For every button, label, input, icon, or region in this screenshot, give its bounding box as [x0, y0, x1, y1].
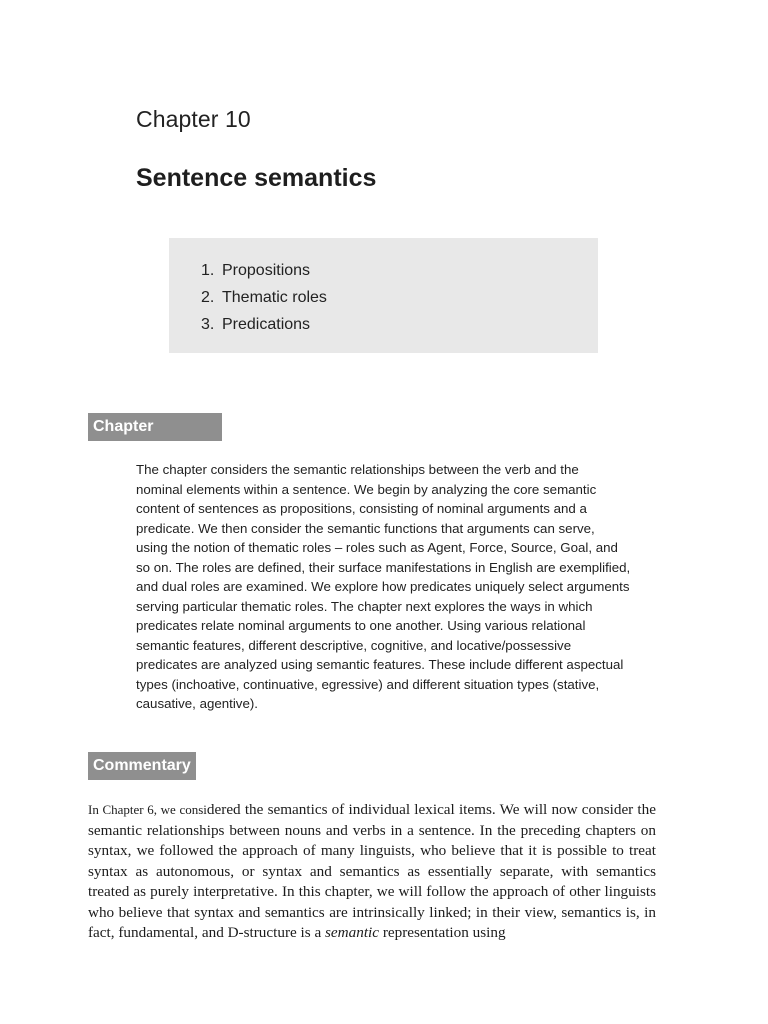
contents-box — [169, 238, 598, 353]
contents-item-label: Predications — [222, 316, 311, 333]
commentary-body-end: representation using — [379, 924, 506, 941]
preview-line: semantic features, different descriptive, cognitive, and locative/possessive — [136, 637, 572, 653]
contents-item-label: Thematic roles — [222, 289, 327, 306]
contents-item-number: 1. — [201, 262, 215, 279]
preview-line: nominal elements within a sentence. We begin by analyzing the core semantic — [136, 481, 597, 497]
commentary-body: dered the semantics of individual lexical items. We will now consider the semantic relationships between nouns and verbs in a sentence. In the preceding chapters on syntax, we followed the approach of many linguists, who believe that it is possible to treat syntax as autonomous, or syntax and semantics as essentially separate, with semantics treated as purely interpretative. In this chapter, we will follow the approach of other linguists who believe that syntax and semantics are intrinsically linked; in their view, semantics is, in fact, fundamental, and D-structure is a — [88, 801, 656, 941]
preview-line: causative, agentive). — [136, 696, 258, 711]
contents-item — [201, 311, 327, 338]
chapter-label: Chapter 10 — [136, 106, 251, 132]
contents-item-label: Propositions — [222, 262, 311, 279]
contents-item-number: 3. — [201, 316, 215, 333]
preview-line: content of sentences as propositions, consisting of nominal arguments and a — [136, 501, 587, 516]
contents-item-number: 2. — [201, 289, 215, 306]
commentary-lead: In Chapter 6, we consi — [88, 802, 207, 817]
chapter-preview-text — [136, 460, 660, 714]
commentary-heading: Commentary — [88, 752, 196, 780]
preview-line: so on. The roles are defined, their surface manifestations in English are exemplified, — [136, 559, 631, 575]
preview-line: types (inchoative, continuative, egressive) and different situation types (stative, — [136, 676, 600, 692]
chapter-title: Sentence semantics — [136, 164, 377, 192]
contents-list — [201, 257, 327, 338]
preview-line: The chapter considers the semantic relationships between the verb and the — [136, 462, 579, 477]
contents-item — [201, 257, 327, 284]
commentary-emphasis: semantic — [325, 924, 380, 941]
preview-line: and dual roles are examined. We explore how predicates uniquely select arguments — [136, 579, 630, 594]
preview-line: using the notion of thematic roles – roles such as Agent, Force, Source, Goal, and — [136, 540, 618, 555]
preview-line: predicate. We then consider the semantic functions that arguments can serve, — [136, 520, 595, 536]
commentary-text — [88, 800, 656, 944]
chapter-preview-heading: Chapter preview — [88, 413, 222, 441]
preview-line: serving particular thematic roles. The chapter next explores the ways in which — [136, 598, 593, 614]
preview-line: predicates are analyzed using semantic features. These include different aspectual — [136, 657, 624, 672]
preview-line: predicates relate nominal arguments to one another. Using various relational — [136, 618, 586, 633]
contents-item — [201, 284, 327, 311]
